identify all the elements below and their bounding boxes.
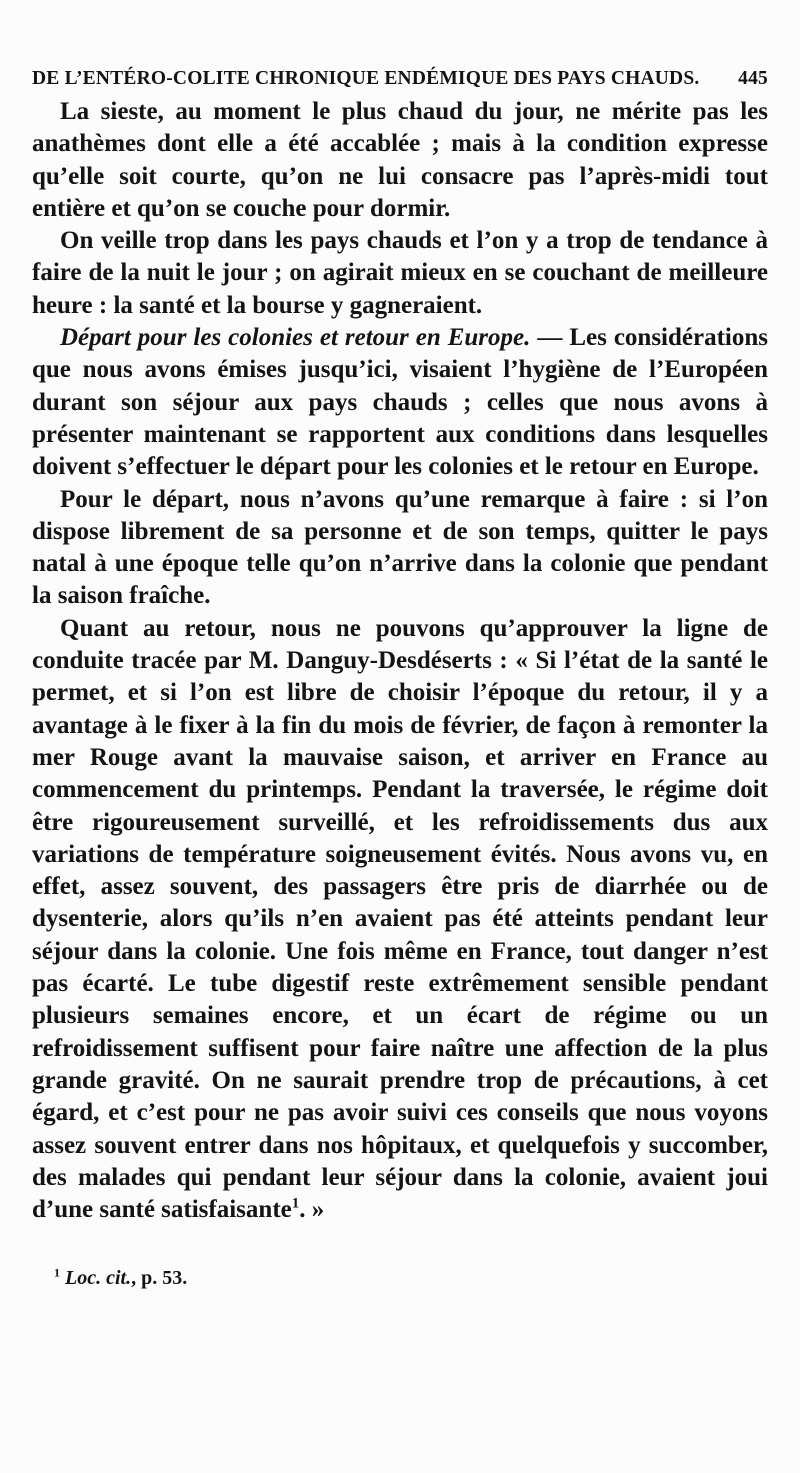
footnote (32, 1264, 768, 1292)
body-text (32, 96, 768, 1226)
page-number: 445 (738, 68, 768, 89)
footnote-citation: Loc. cit. (65, 1267, 132, 1290)
running-title: DE L’ENTÉRO-COLITE CHRONIQUE ENDÉMIQUE DES PAYS CHAUDS. (32, 68, 700, 89)
section-heading: Départ pour les colonies et retour en Europe. (60, 324, 531, 352)
paragraph-depart: Pour le départ, nous n’avons qu’une remarque à faire : si l’on dispose librement de sa personne et de son temps, quitter le pays natal à une époque telle qu’on n’arrive dans la colonie que pendant la saison fraîche. (32, 485, 768, 610)
paragraph-depart-retour (32, 322, 768, 483)
paragraph-retour-text: Quant au retour, nous ne pouvons qu’approuver la ligne de conduite tracée par M. Danguy-Desdéserts : « Si l’état de la santé le permet, et si l’on est libre de choisir l’époque du retour, il y a avantage à le fixer à la fin du mois de février, de façon à remonter la mer Rouge avant la mauvaise saison, et arriver en France au commencement du printemps. Pendant la traversée, le régime doit être rigoureusement surveillé, et les refroidissements dus aux variations de température soigneusement évités. Nous avons vu, en effet, assez souvent, des passagers être pris de diarrhée ou de dysenterie, alors qu’ils n’en avaient pas été atteints pendant leur séjour dans la colonie. Une fois même en France, tout danger n’est pas écarté. Le tube digestif reste extrêmement sensible pendant plusieurs semaines encore, et un écart de régime ou un refroidissement suffisent pour faire naître une affection de la plus grande gravité. On ne saurait prendre trop de précautions, à cet égard, et c’est pour ne pas avoir suivi ces conseils que nous voyons assez souvent entrer dans nos hôpitaux, et quelquefois y succomber, des malades qui pendant leur séjour dans la colonie, avaient joui d’une santé satisfaisante (32, 614, 768, 1224)
footnote-page: , p. 53. (131, 1267, 188, 1290)
footnote-reference: 1 (291, 1195, 300, 1212)
paragraph-depart-retour-text: — Les considérations que nous avons émises jusqu’ici, visaient l’hygiène de l’Européen durant son séjour aux pays chauds ; celles que nous avons à présenter maintenant se rapportent aux conditions dans lesquelles doivent s’effectuer le départ pour les colonies et le retour en Europe. (32, 324, 768, 481)
paragraph-retour (32, 613, 768, 1227)
running-header (32, 62, 768, 96)
paragraph-retour-end: . » (299, 1196, 325, 1224)
book-page (32, 62, 768, 1292)
paragraph-sieste: La sieste, au moment le plus chaud du jour, ne mérite pas les anathèmes dont elle a été accablée ; mais à la condition expresse qu’elle soit courte, qu’on ne lui consacre pas l’après-midi tout entière et qu’on se couche pour dormir. (32, 98, 768, 222)
footnote-mark: 1 (54, 1265, 60, 1280)
paragraph-veille: On veille trop dans les pays chauds et l’on y a trop de tendance à faire de la nuit le jour ; on agirait mieux en se couchant de meilleure heure : la santé et la bourse y gagneraient. (32, 227, 768, 319)
